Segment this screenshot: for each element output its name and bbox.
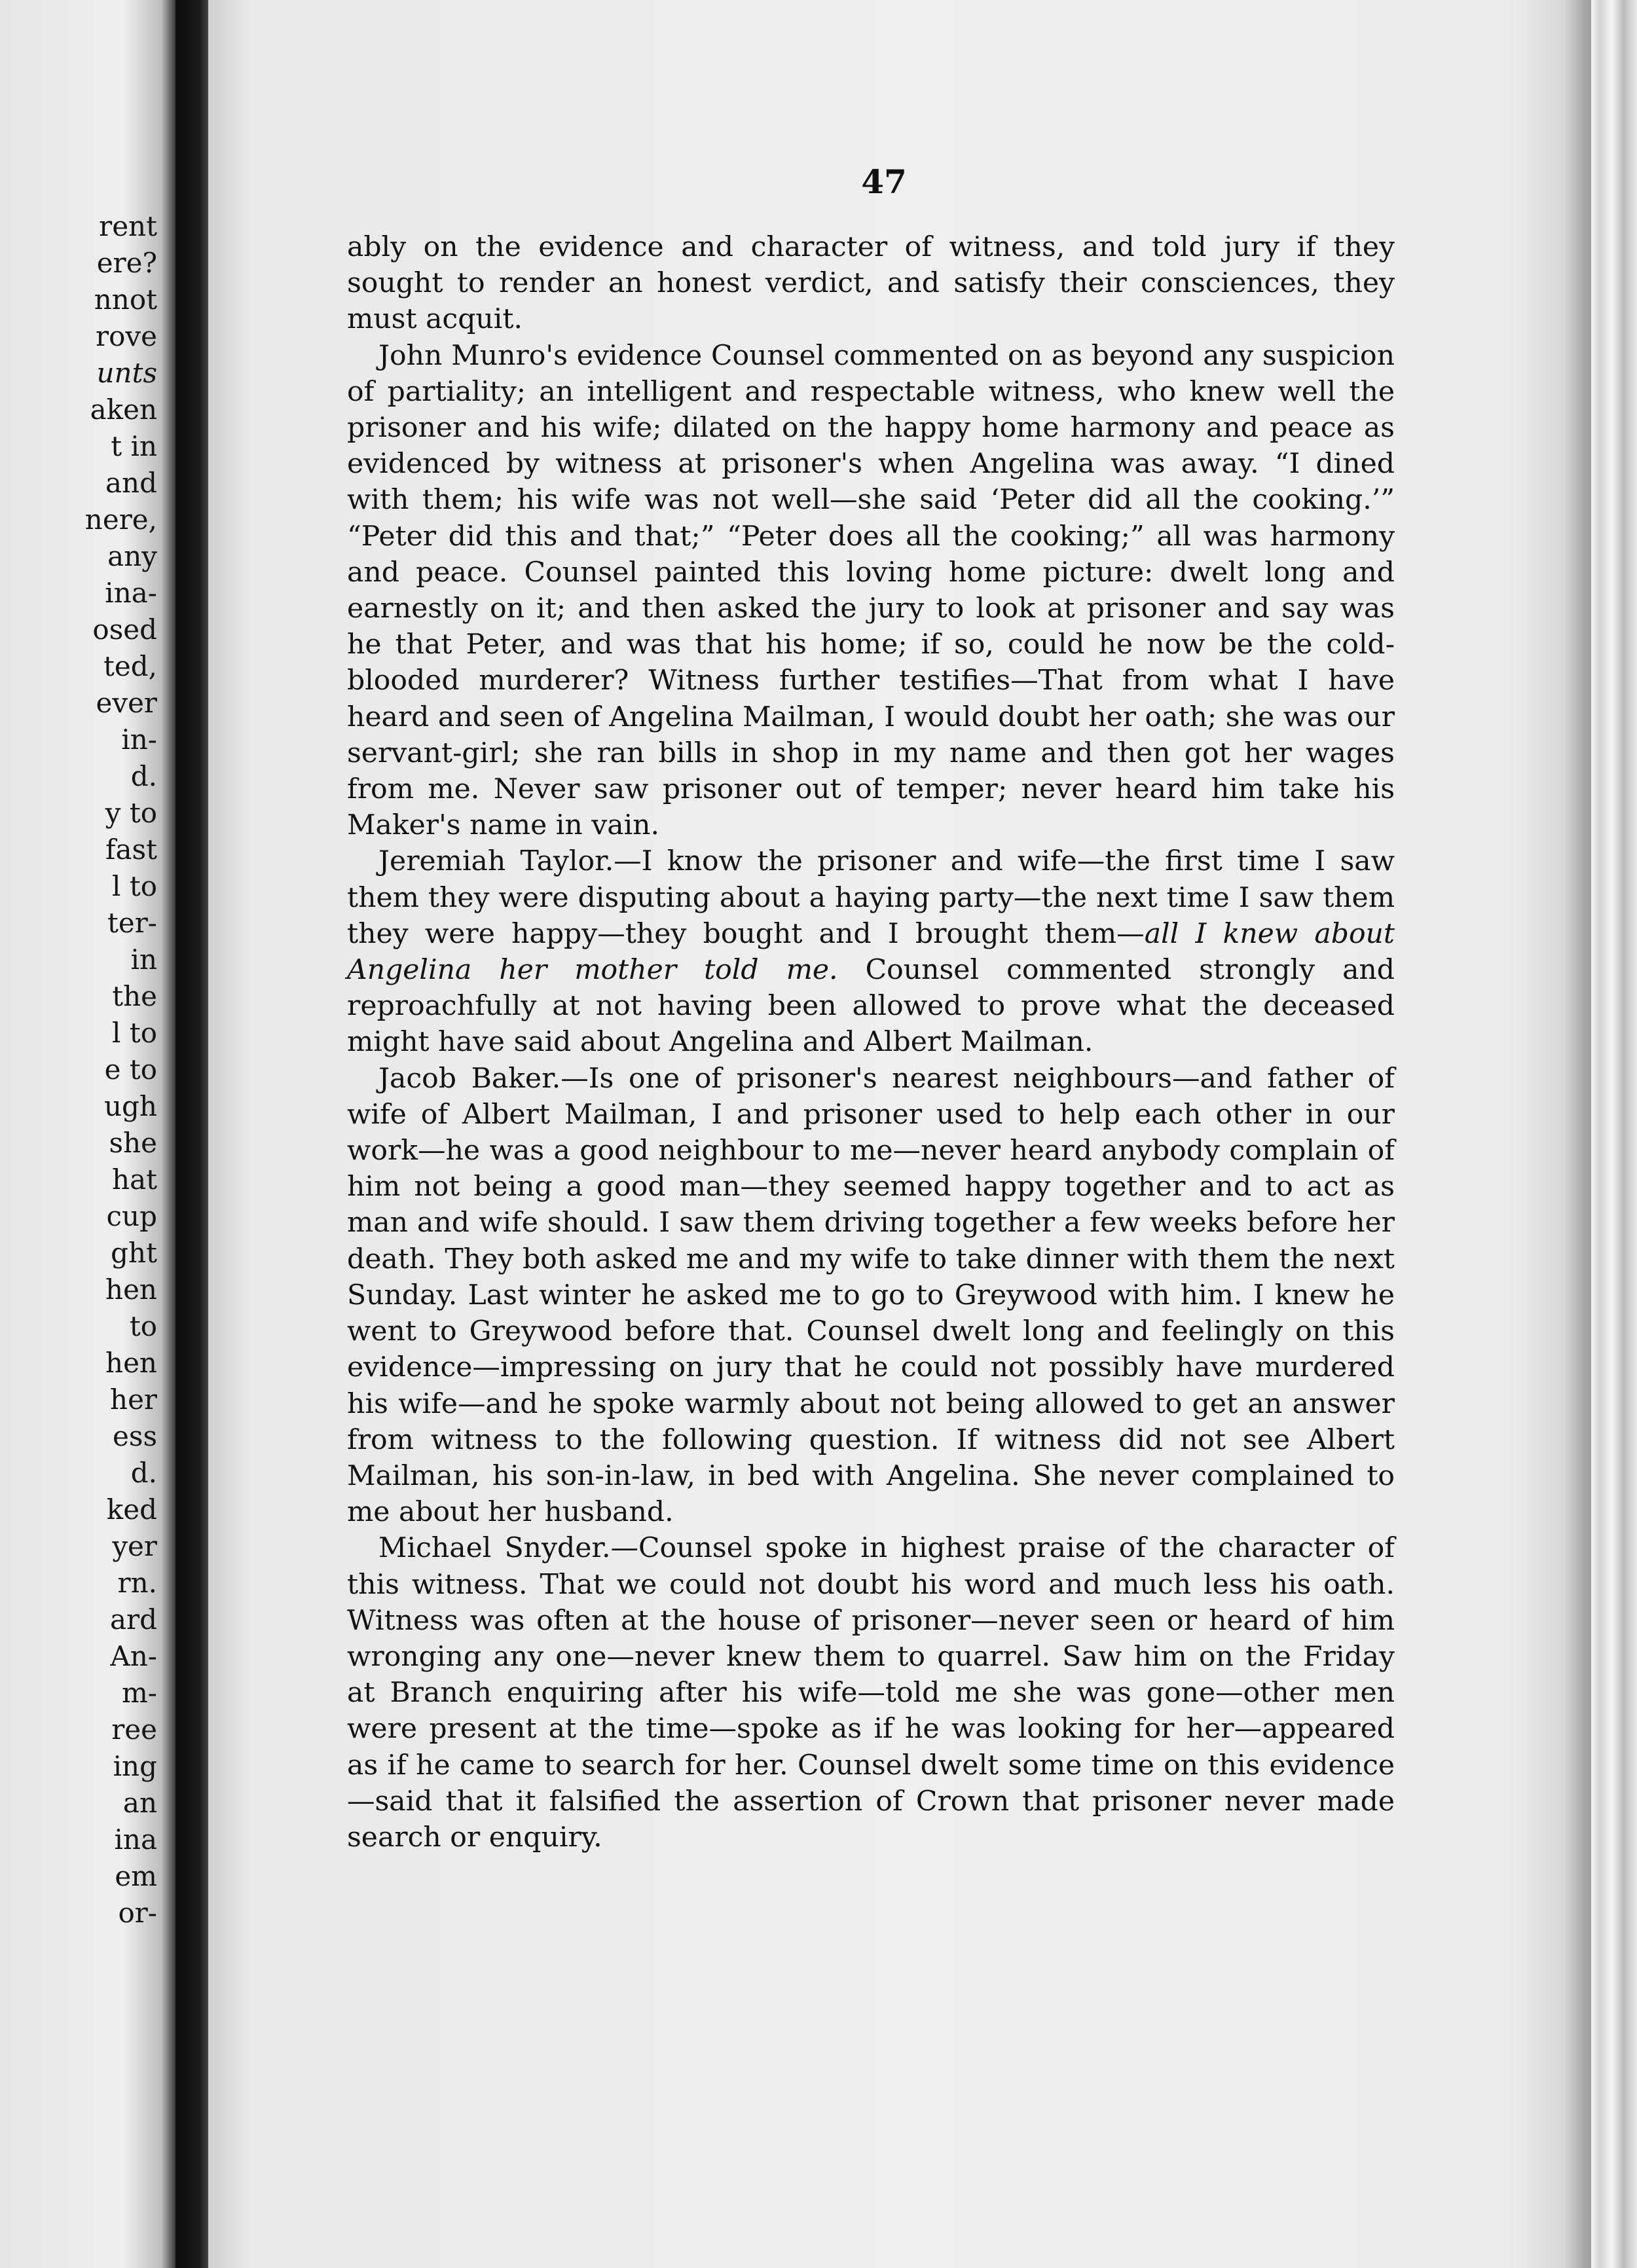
- left-page-fragment: ght: [111, 1237, 157, 1269]
- body-paragraph: [347, 1061, 1395, 1531]
- left-page-text-fragments: [85, 208, 157, 1931]
- left-page-fragment: An-: [110, 1640, 157, 1672]
- left-page-fragment: unts: [96, 357, 157, 389]
- left-page-fragment: or-: [118, 1897, 157, 1929]
- left-page-fragment: rn.: [117, 1567, 157, 1599]
- left-page-fragment: ing: [113, 1750, 157, 1782]
- left-facing-page: [0, 0, 175, 2268]
- body-paragraph: [347, 843, 1395, 1060]
- left-page-fragment: her: [110, 1383, 157, 1416]
- left-page-fragment: hat: [112, 1163, 157, 1196]
- left-page-fragment: cup: [106, 1200, 157, 1232]
- left-page-fragment: ter-: [107, 907, 157, 939]
- left-page-fragment: rove: [96, 320, 157, 352]
- left-page-fragment: hen: [105, 1347, 157, 1379]
- body-paragraph: [347, 229, 1395, 338]
- left-page-fragment: d.: [130, 1457, 157, 1489]
- left-page-fragment: she: [109, 1127, 157, 1159]
- left-page-fragment: t in: [111, 430, 157, 462]
- left-page-fragment: m-: [121, 1677, 157, 1709]
- left-page-fragment: aken: [90, 393, 157, 426]
- left-page-fragment: e to: [104, 1053, 157, 1086]
- page-number: 47: [861, 162, 907, 201]
- left-page-fragment: ugh: [104, 1090, 157, 1122]
- left-page-fragment: ard: [109, 1603, 157, 1636]
- left-page-fragment: any: [107, 540, 157, 572]
- left-page-fragment: ere?: [96, 247, 157, 279]
- text-segment: Counsel commented strongly and reproachfully at not having been allowed to prove what the deceased might have said about Angelina and Albert Mailman.: [347, 954, 1395, 1059]
- left-page-fragment: ina: [114, 1823, 157, 1856]
- left-page-fragment: y to: [105, 797, 157, 829]
- left-page-fragment: nere,: [84, 503, 157, 536]
- page-edge-stack: [1591, 0, 1637, 2268]
- left-page-fragment: ess: [113, 1420, 157, 1452]
- left-page-fragment: d.: [130, 760, 157, 792]
- left-page-fragment: nnot: [94, 284, 157, 316]
- text-segment: John Munro's evidence Counsel commented on as beyond any suspicion of partiality; an intelligent and respectable witness, who knew well the prisoner and his wife; dilated on the happy home harmony and peace as evidenced by witness at prisoner's when Angelina was away. “I dined with them; his wife was not well—she said ‘Peter did all the cooking.’” “Peter did this and that;” “Peter does all the cooking;” all was harmony and peace. Counsel painted this loving home picture: dwelt long and earnestly on it; and then asked the jury to look at prisoner and say was he that Peter, and was that his home; if so, could he now be the cold-blooded murderer? Witness further testifies—That from what I have heard and seen of Angelina Mailman, I would doubt her oath; she was our servant-girl; she ran bills in shop in my name and then got her wages from me. Never saw prisoner out of temper; never heard him take his Maker's name in vain.: [347, 339, 1395, 842]
- left-page-fragment: ree: [111, 1713, 157, 1746]
- left-page-fragment: yer: [112, 1530, 157, 1562]
- left-page-fragment: and: [105, 467, 157, 499]
- italic-text-segment: all I knew about Angelina her mother told me.: [347, 917, 1395, 987]
- left-page-fragment: rent: [99, 210, 157, 242]
- left-page-fragment: to: [129, 1310, 157, 1342]
- left-page-fragment: the: [112, 980, 157, 1012]
- left-page-fragment: an: [122, 1787, 157, 1819]
- text-segment: Jacob Baker.—Is one of prisoner's nearest neighbours—and father of wife of Albert Mailman, I and prisoner used to help each other in our work—he was a good neighbour to me—never heard anybody complain of him not being a good man—they seemed happy together and to act as man and wife should. I saw them driving together a few weeks before her death. They both asked me and my wife to take dinner with them the next Sunday. Last winter he asked me to go to Greywood with him. I knew he went to Greywood before that. Counsel dwelt long and feelingly on this evidence—impressing on jury that he could not possibly have murdered his wife—and he spoke warmly about not being allowed to get an answer from witness to the following question. If witness did not see Albert Mailman, his son-in-law, in bed with Angelina. She never complained to me about her husband.: [347, 1062, 1395, 1529]
- left-page-fragment: osed: [92, 613, 157, 646]
- body-paragraph: [347, 338, 1395, 844]
- left-page-fragment: in: [130, 943, 157, 976]
- left-page-fragment: ever: [96, 687, 157, 719]
- left-page-fragment: em: [115, 1860, 157, 1892]
- left-page-fragment: in-: [121, 723, 157, 756]
- body-paragraph: [347, 1530, 1395, 1856]
- left-page-fragment: l to: [112, 1017, 157, 1049]
- left-page-fragment: fast: [105, 833, 157, 866]
- left-page-fragment: ked: [106, 1493, 157, 1526]
- left-page-fragment: ted,: [103, 650, 157, 682]
- text-segment: Jeremiah Taylor.—I know the prisoner and wife—the first time I saw them they were disputing about a haying party—the next time I saw them they were happy—they bought and I brought them—: [347, 845, 1395, 950]
- page-body-text: [347, 229, 1395, 1856]
- left-page-fragment: hen: [105, 1273, 157, 1306]
- text-segment: Michael Snyder.—Counsel spoke in highest praise of the character of this witness. That we could not doubt his word and much less his oath. Witness was often at the house of prisoner—never seen or heard of him wronging any one—never knew them to quarrel. Saw him on the Friday at Branch enquiring after his wife—told me she was gone—other men were present at the time—spoke as if he was looking for her—appeared as if he came to search for her. Counsel dwelt some time on this evidence—said that it falsified the assertion of Crown that prisoner never made search or enquiry.: [347, 1532, 1395, 1854]
- left-page-fragment: ina-: [105, 577, 157, 609]
- text-segment: ably on the evidence and character of witness, and told jury if they sought to render an honest verdict, and satisfy their consciences, they must acquit.: [347, 231, 1395, 336]
- left-page-fragment: l to: [112, 870, 157, 902]
